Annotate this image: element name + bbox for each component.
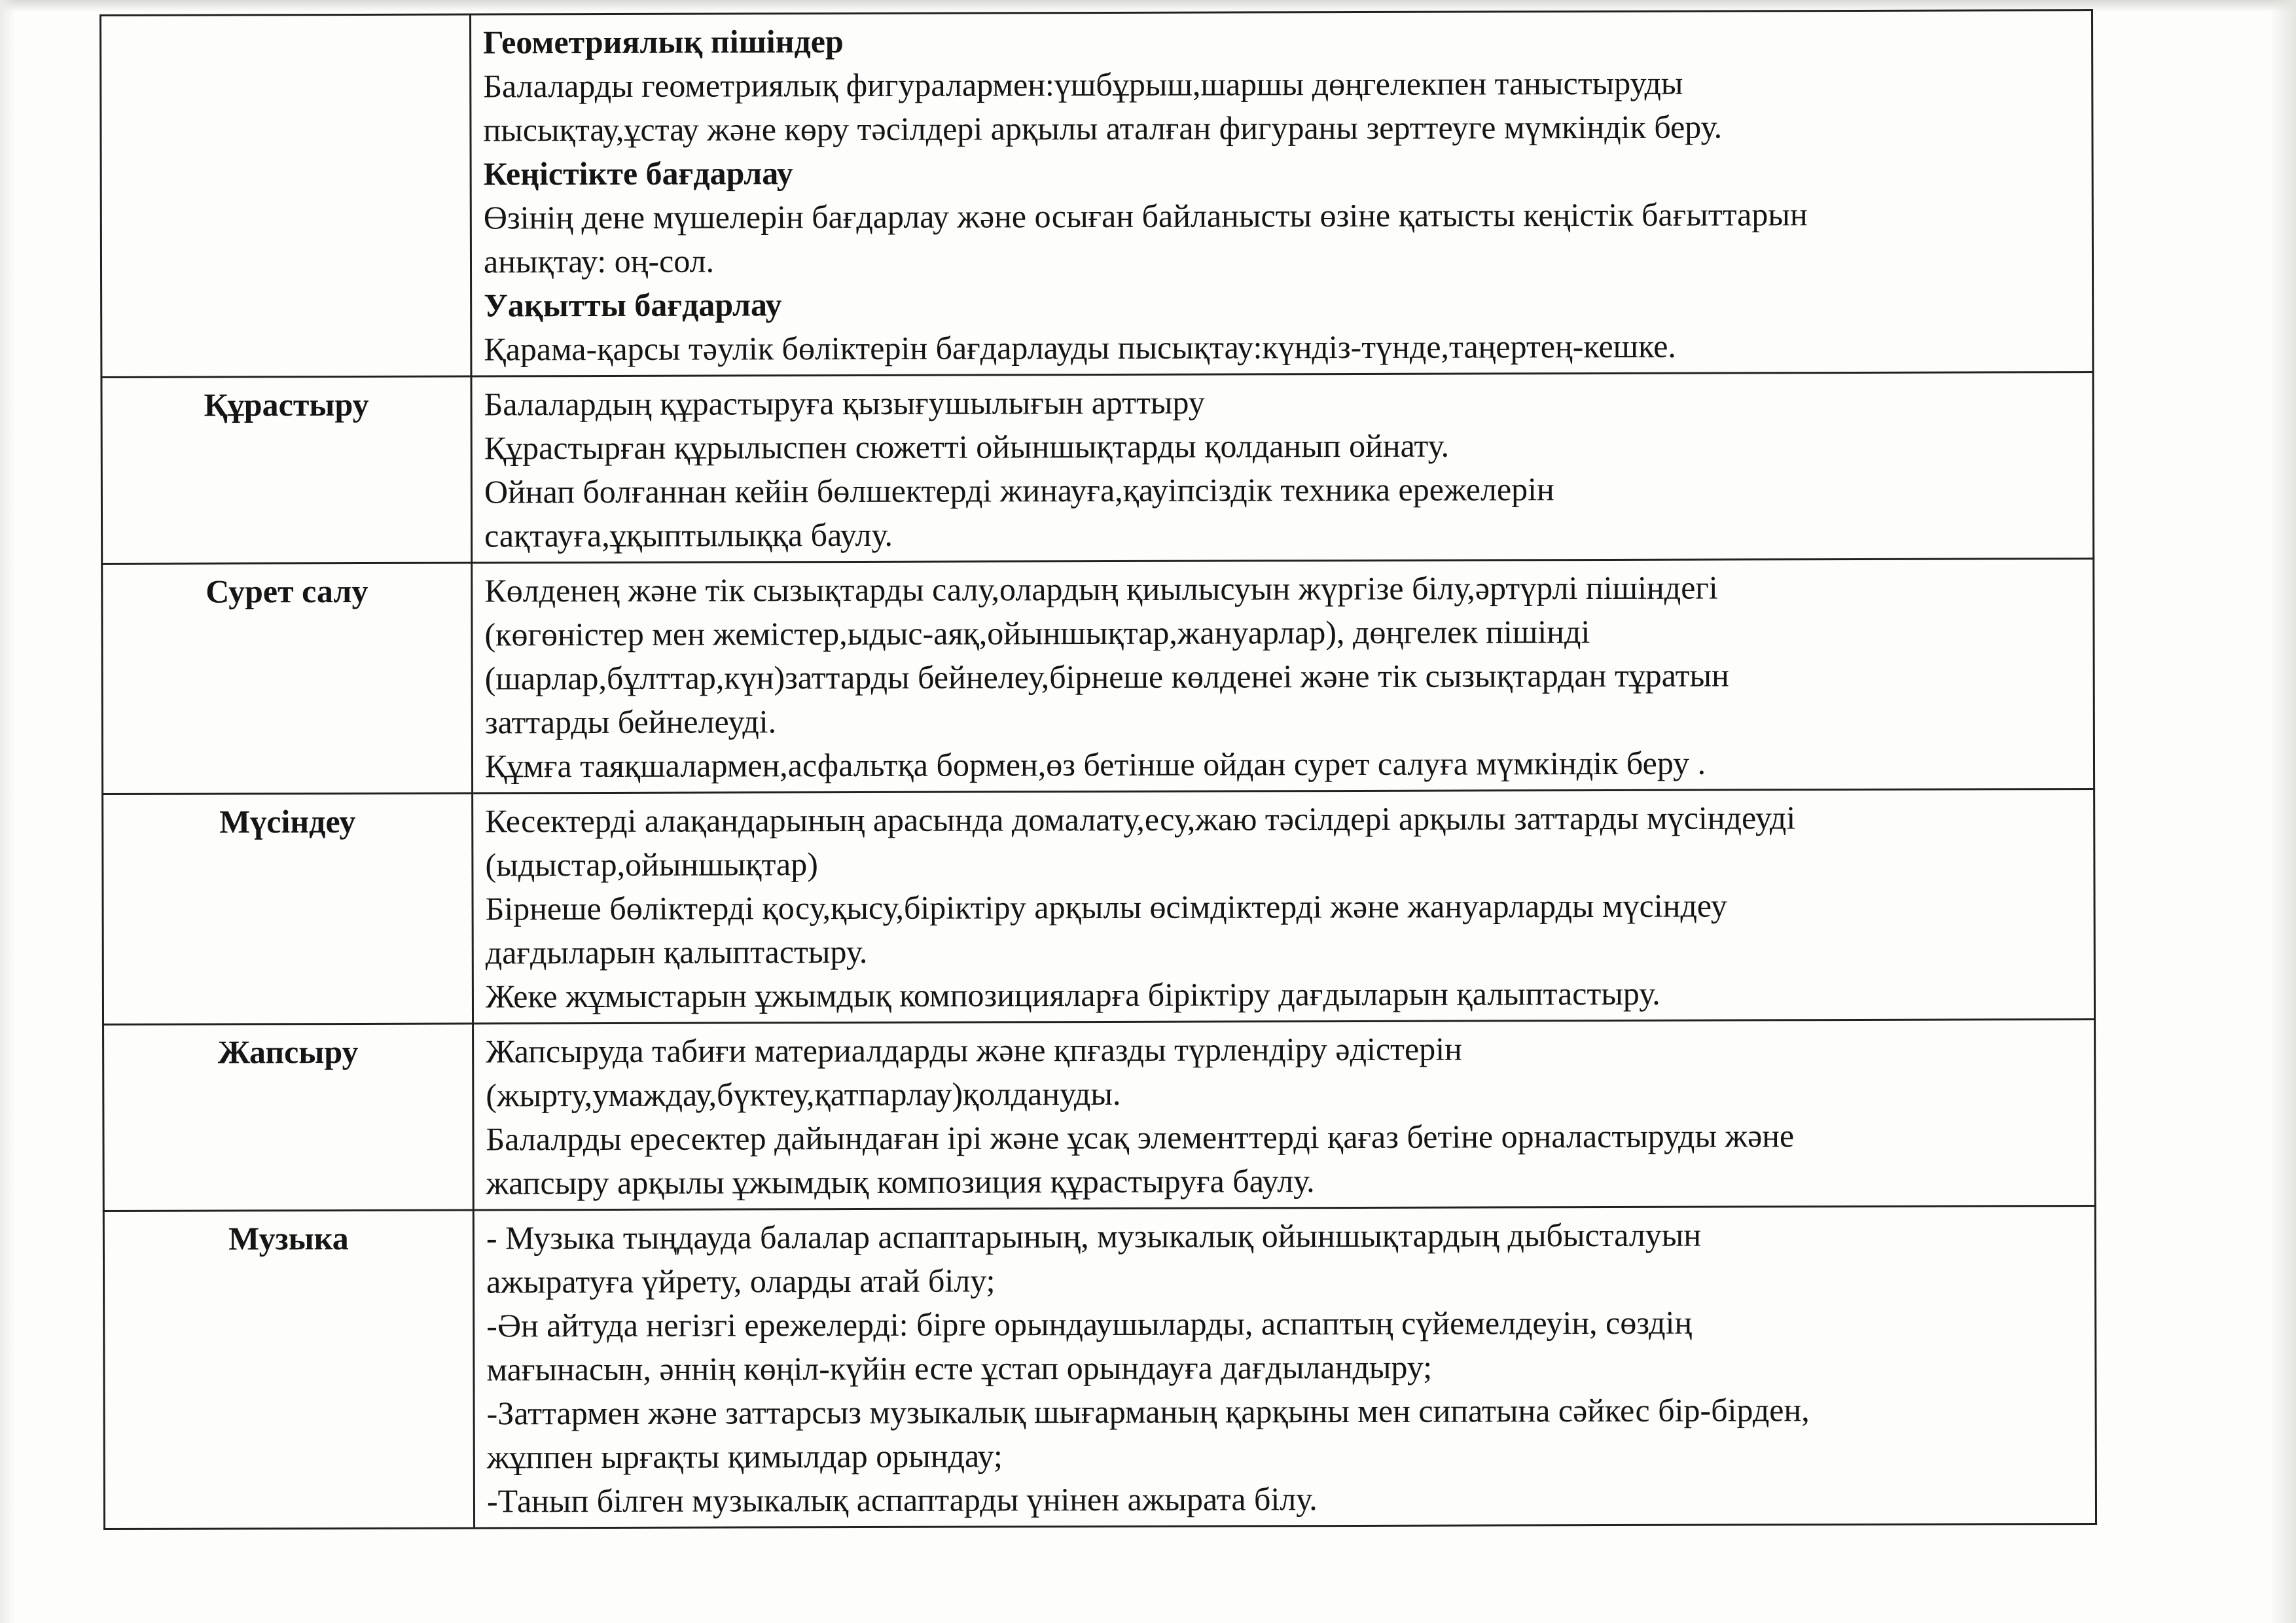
content-line: Кесектерді алақандарының арасында домалату,есу,жаю тәсілдері арқылы заттарды мүсіндеуді	[485, 799, 1796, 840]
content-line: пысықтау,ұстау және көру тәсілдері арқылы аталған фигураны зерттеуге мүмкіндік беру.	[483, 108, 1723, 149]
content-line: (ыдыстар,ойыншықтар)	[485, 846, 818, 883]
table-row	[101, 372, 2094, 564]
section-content	[471, 10, 2093, 376]
section-title: Мүсіндеу	[103, 793, 473, 1024]
content-line: (жырту,умаждау,бүктеу,қатпарлау)қолдануды.	[486, 1075, 1121, 1114]
section-content	[473, 789, 2095, 1024]
section-title: Құрастыру	[101, 376, 472, 563]
content-line: анықтау: оң-сол.	[483, 242, 715, 280]
curriculum-table-body	[101, 10, 2096, 1529]
content-line: -Танып білген музыкалық аспаптарды үнінен ажырата білу.	[486, 1480, 1318, 1520]
content-line: Өзінің дене мүшелерін бағдарлау және осыған байланысты өзіне қатысты кеңістік бағыттарын	[483, 196, 1808, 236]
section-content	[471, 372, 2094, 563]
section-title: Жапсыру	[103, 1024, 474, 1211]
content-line: Құрастырған құрылыспен сюжетті ойыншықтарды қолданып ойнату.	[484, 427, 1450, 467]
content-line: Көлденең және тік сызықтарды салу,олардың қиылысуын жүргізе білу,әртүрлі пішіндегі	[484, 569, 1718, 609]
content-line: жұппен ырғақты қимылдар орындау;	[486, 1437, 1003, 1476]
section-title: Музыка	[103, 1210, 474, 1529]
table-row	[102, 559, 2094, 794]
content-line: заттарды бейнелеуді.	[484, 703, 777, 741]
content-line: Ойнап болғаннан кейін бөлшектерді жинауға,қауіпсіздік техника ережелерін	[484, 471, 1554, 510]
content-line: Балалардың құрастыруға қызығушылығын арттыру	[484, 383, 1205, 423]
section-title: Сурет салу	[102, 563, 473, 794]
content-line: Балалрды ересектер дайындаған ірі және ұсақ элементтерді қағаз бетіне орналастыруды және	[486, 1117, 1795, 1158]
content-line: (шарлар,бұлттар,күн)заттарды бейнелеу,бірнеше көлденеі және тік сызықтардан тұратын	[484, 656, 1729, 697]
curriculum-table	[99, 9, 2097, 1530]
content-line: мағынасын, әннің көңіл-күйін есте ұстап орындауға дағдыландыру;	[486, 1348, 1433, 1388]
scan-edge-left	[0, 0, 16, 1623]
table-row	[101, 10, 2093, 378]
content-line: Қарама-қарсы тәулік бөліктерін бағдарлауды пысықтау:күндіз-түнде,таңертең-кешке.	[484, 327, 1676, 368]
content-line: дағдыларын қалыптастыру.	[485, 933, 868, 971]
content-line: Бірнеше бөліктерді қосу,қысу,біріктіру арқылы өсімдіктерді және жануарларды мүсіндеу	[485, 887, 1727, 927]
subsection-heading: Уақытты бағдарлау	[484, 286, 782, 324]
content-line: Құмға таяқшалармен,асфальтқа бормен,өз бетінше ойдан сурет салуға мүмкіндік беру .	[484, 744, 1706, 785]
content-line: -Заттармен және заттарсыз музыкалық шығарманың қарқыны мен сипатына сәйкес бір-бірден,	[486, 1391, 1810, 1432]
content-line: - Музыка тыңдауда балалар аспаптарының, музыкалық ойыншықтардың дыбысталуын	[486, 1216, 1702, 1257]
subsection-heading: Кеңістікте бағдарлау	[483, 154, 793, 192]
scan-edge-right	[2270, 0, 2296, 1623]
section-content	[473, 1020, 2096, 1210]
table-row	[103, 1020, 2096, 1211]
content-line: ажыратуға үйрету, оларды атай білу;	[486, 1262, 996, 1300]
content-line: -Ән айтуда негізгі ережелерді: бірге орындаушыларды, аспаптың сүйемелдеуін, сөздің	[486, 1304, 1693, 1344]
section-content	[472, 559, 2094, 793]
section-content	[473, 1206, 2096, 1528]
content-line: Балаларды геометриялық фигуралармен:үшбұрыш,шаршы дөңгелекпен таныстыруды	[483, 64, 1683, 105]
content-line: сақтауға,ұқыптылыққа баулу.	[484, 516, 893, 554]
content-line: жапсыру арқылы ұжымдық композиция құрастыруға баулу.	[486, 1162, 1315, 1202]
content-line: Жапсыруда табиғи материалдарды және қпғазды түрлендіру әдістерін	[486, 1030, 1462, 1070]
subsection-heading: Геометриялық пішіндер	[483, 23, 844, 61]
section-title	[101, 14, 471, 377]
content-line: Жеке жұмыстарын ұжымдық композицияларға біріктіру дағдыларын қалыптастыру.	[485, 974, 1660, 1015]
table-row	[103, 789, 2095, 1025]
content-line: (көгөністер мен жемістер,ыдыс-аяқ,ойыншықтар,жануарлар), дөңгелек пішінді	[484, 613, 1590, 653]
table-row	[103, 1206, 2096, 1529]
